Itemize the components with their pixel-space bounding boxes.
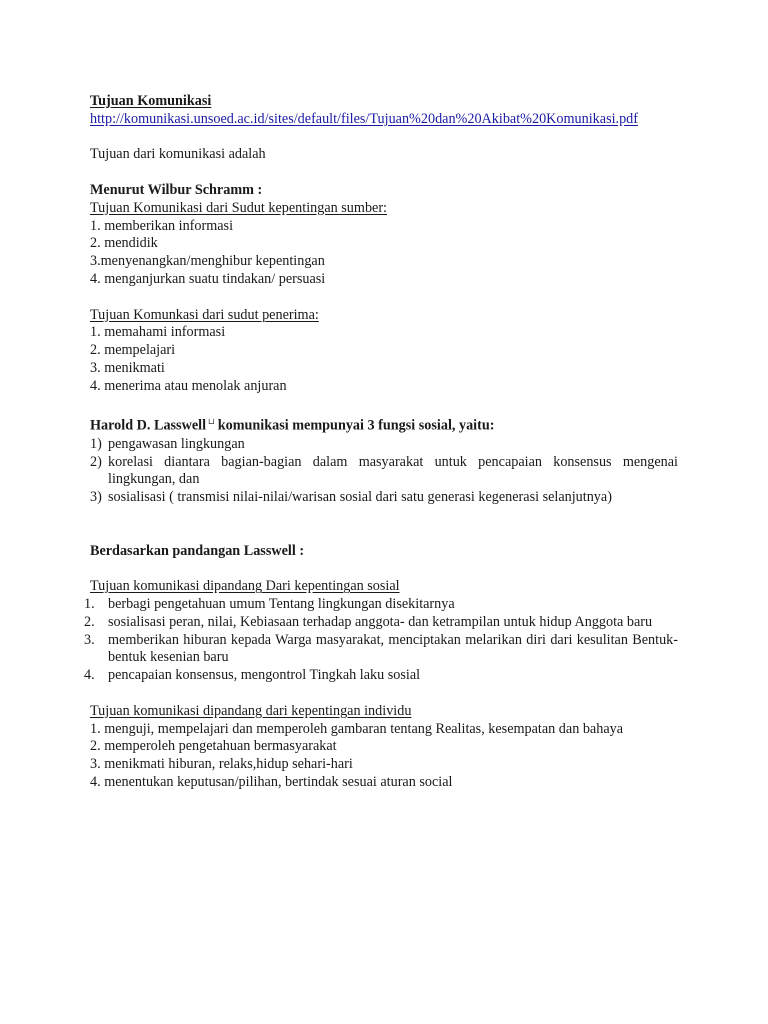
item-text: pengawasan lingkungan — [108, 435, 245, 452]
item-text: memberikan hiburan kepada Warga masyarakat, menciptakan melarikan diri dari kesulitan Bentuk-bentuk kesenian baru — [108, 631, 678, 666]
item-text: pencapaian konsensus, mengontrol Tingkah laku sosial — [108, 667, 421, 684]
list-item: 3. menikmati hiburan, relaks,hidup sehari-hari — [90, 756, 353, 773]
lasswell-name: Harold D. Lasswell — [90, 418, 207, 435]
list-item: 4. menerima atau menolak anjuran — [90, 377, 287, 394]
schramm-heading: Menurut Wilbur Schramm : — [90, 181, 263, 198]
list-item: 3.menyenangkan/menghibur kepentingan — [90, 253, 325, 270]
item-number: 2) — [90, 453, 102, 470]
list-item: 3. menikmati — [90, 359, 165, 376]
lasswell-heading — [90, 413, 678, 436]
source-link[interactable]: http://komunikasi.unsoed.ac.id/sites/default/files/Tujuan%20dan%20Akibat%20Komunikasi.pdf — [90, 110, 638, 127]
list-item — [84, 667, 678, 685]
list-item: 4. menganjurkan suatu tindakan/ persuasi — [90, 270, 326, 287]
item-number: 3. — [84, 631, 95, 648]
sumber-heading: Tujuan Komunikasi dari Sudut kepentingan sumber: — [90, 199, 387, 216]
individu-heading: Tujuan komunikasi dipandang dari kepentingan individu — [90, 702, 412, 719]
item-text: korelasi diantara bagian-bagian dalam masyarakat untuk pencapaian konsensus mengenai lingkungan, dan — [108, 453, 678, 488]
list-item: 2. mempelajari — [90, 342, 176, 359]
footnote-mark: ⊔ — [208, 417, 215, 427]
item-text: sosialisasi ( transmisi nilai-nilai/warisan sosial dari satu generasi kegenerasi selanjutnya) — [108, 489, 612, 506]
document-title: Tujuan Komunikasi — [90, 93, 212, 109]
list-item: 1. memahami informasi — [90, 324, 226, 341]
list-item — [90, 489, 678, 507]
penerima-heading: Tujuan Komunkasi dari sudut penerima: — [90, 306, 319, 323]
item-text: berbagi pengetahuan umum Tentang lingkungan disekitarnya — [108, 596, 455, 613]
list-item — [84, 614, 678, 632]
intro-text: Tujuan dari komunikasi adalah — [90, 146, 266, 163]
item-number: 2. — [84, 613, 95, 630]
list-item — [90, 436, 678, 454]
lasswell-heading-rest: komunikasi mempunyai 3 fungsi sosial, yaitu: — [217, 418, 495, 435]
list-item: 1. memberikan informasi — [90, 217, 234, 234]
item-number: 1. — [84, 596, 95, 613]
item-text: sosialisasi peran, nilai, Kebiasaan terhadap anggota- dan ketrampilan untuk hidup Anggota baru — [108, 613, 653, 630]
list-item: 4. menentukan keputusan/pilihan, bertindak sesuai aturan social — [90, 774, 453, 791]
item-number: 3) — [90, 489, 102, 506]
list-item: 2. memperoleh pengetahuan bermasyarakat — [90, 738, 337, 755]
document-body — [84, 93, 678, 792]
list-item — [84, 632, 678, 668]
item-number: 4. — [84, 667, 95, 684]
list-item: 2. mendidik — [90, 235, 158, 252]
item-number: 1) — [90, 435, 102, 452]
list-item — [84, 596, 678, 614]
list-item: 1. menguji, mempelajari dan memperoleh gambaran tentang Realitas, kesempatan dan bahaya — [90, 720, 624, 737]
sosial-heading: Tujuan komunikasi dipandang Dari kepentingan sosial — [90, 578, 400, 595]
pandangan-heading: Berdasarkan pandangan Lasswell : — [90, 542, 305, 559]
list-item — [90, 454, 678, 490]
